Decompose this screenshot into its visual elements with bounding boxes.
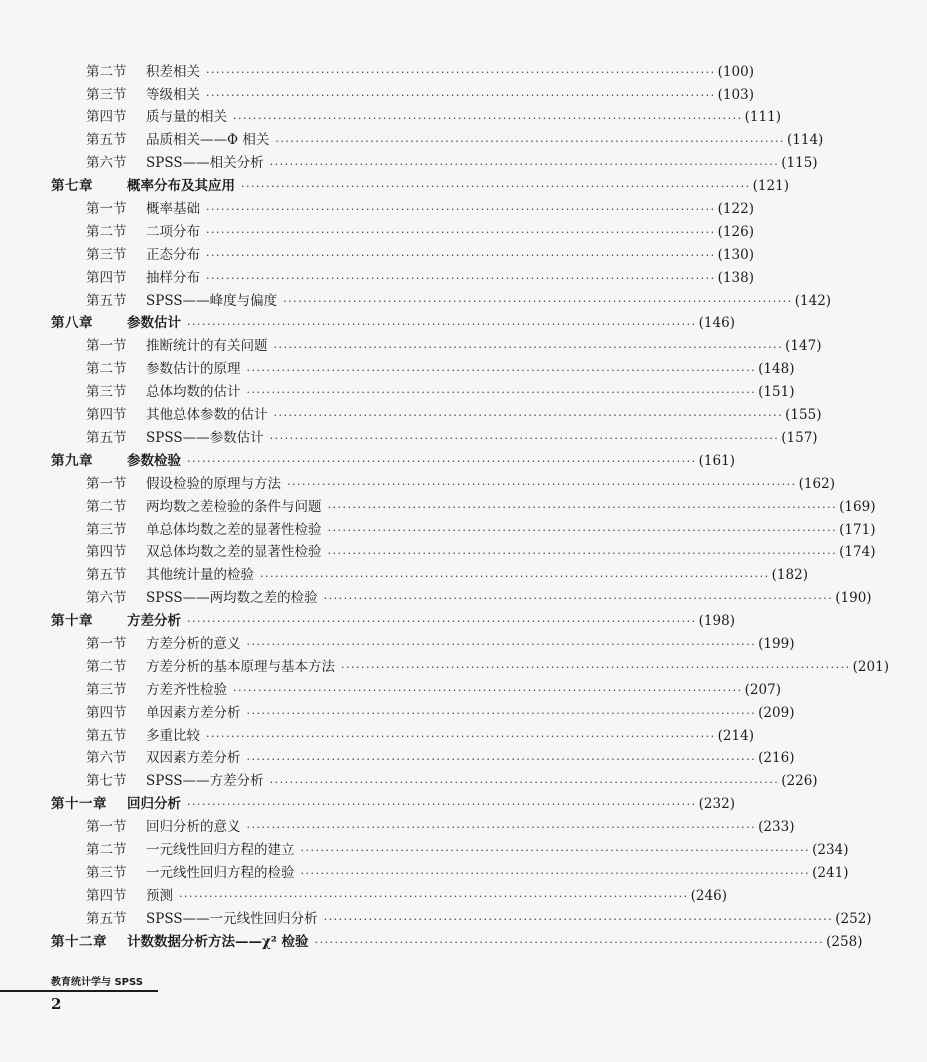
toc-entry-title: SPSS——参数估计 [146,429,264,446]
toc-section-entry [0,839,849,862]
toc-entry-page: (241) [812,864,849,881]
toc-entry-page: (111) [744,109,781,126]
toc-section-entry [0,816,795,839]
toc-entry-title: 假设检验的原理与方法 [146,475,281,492]
toc-section-entry [0,290,832,313]
dot-leader: ······································································································ [233,683,743,697]
toc-entry-page: (234) [812,841,849,858]
toc-entry-title: 回归分析 [127,796,181,813]
dot-leader: ······································································································ [300,844,811,858]
dot-leader: ······································································································ [273,409,784,423]
toc-section-entry [0,473,835,496]
toc-entry-page: (216) [758,750,795,767]
toc-entry-title: 抽样分布 [146,269,200,286]
toc-section-entry [0,725,754,748]
toc-entry-number: 第三节 [86,521,127,538]
footer-rule [0,990,158,992]
toc-chapter-entry [0,175,789,198]
toc-entry-title: SPSS——一元线性回归分析 [146,910,318,927]
dot-leader: ······································································································ [269,157,780,171]
dot-leader: ······································································································ [260,569,770,583]
toc-entry-title: 积差相关 [146,63,200,80]
toc-entry-number: 第二节 [86,361,127,378]
toc-section-entry [0,267,754,290]
toc-entry-title: SPSS——峰度与偏度 [146,292,278,309]
toc-section-entry [0,84,754,107]
toc-entry-page: (174) [839,544,876,561]
toc-entry-number: 第三节 [86,681,127,698]
dot-leader: ······································································································ [246,638,757,652]
toc-entry-page: (157) [781,429,818,446]
dot-leader: ······································································································ [275,134,786,148]
toc-entry-title: 其他统计量的检验 [146,567,254,584]
toc-entry-page: (258) [826,933,863,950]
toc-section-entry [0,221,754,244]
toc-entry-number: 第二节 [86,498,127,515]
toc-entry-title: 概率分布及其应用 [127,178,235,195]
dot-leader: ······································································································ [246,821,757,835]
dot-leader: ······································································································ [341,661,851,675]
toc-entry-page: (252) [835,910,872,927]
table-of-contents [0,61,889,954]
toc-entry-title: 品质相关——Φ 相关 [146,132,270,149]
dot-leader: ······································································································ [283,294,793,308]
toc-section-entry [0,381,795,404]
dot-leader: ······································································································ [206,271,716,285]
toc-entry-title: 参数估计 [127,315,181,332]
toc-entry-number: 第六节 [86,155,127,172]
toc-entry-title: 双因素方差分析 [146,750,241,767]
toc-entry-title: 一元线性回归方程的建立 [146,841,295,858]
toc-section-entry [0,496,876,519]
toc-entry-title: 方差分析的基本原理与基本方法 [146,658,335,675]
toc-entry-number: 第三节 [86,384,127,401]
toc-section-entry [0,404,822,427]
toc-entry-page: (199) [758,635,795,652]
toc-entry-page: (182) [771,567,808,584]
toc-entry-title: 参数检验 [127,452,181,469]
dot-leader: ······································································································ [233,111,743,125]
toc-entry-number: 第十一章 [51,796,107,813]
toc-entry-number: 第十章 [51,613,93,630]
toc-section-entry [0,130,824,153]
toc-section-entry [0,519,876,542]
toc-section-entry [0,153,818,176]
toc-entry-page: (209) [758,704,795,721]
toc-entry-title: 预测 [146,887,173,904]
dot-leader: ······································································································ [187,798,697,812]
dot-leader: ······································································································ [187,455,697,469]
dot-leader: ······································································································ [314,935,825,949]
toc-entry-page: (142) [794,292,832,309]
toc-entry-title: 质与量的相关 [146,109,227,126]
toc-entry-title: SPSS——方差分析 [146,773,264,790]
toc-entry-title: 正态分布 [146,246,200,263]
toc-section-entry [0,244,754,267]
toc-entry-number: 第五节 [86,727,127,744]
toc-entry-number: 第四节 [86,109,127,126]
toc-entry-page: (138) [717,269,754,286]
toc-entry-number: 第二节 [86,658,127,675]
dot-leader: ······································································································ [179,890,689,903]
toc-entry-number: 第一节 [86,635,127,652]
toc-entry-number: 第三节 [86,246,127,263]
toc-entry-page: (190) [835,590,872,607]
dot-leader: ······································································································ [206,729,716,743]
toc-entry-page: (147) [785,338,822,355]
toc-entry-title: SPSS——相关分析 [146,155,264,172]
toc-entry-number: 第四节 [86,544,127,561]
dot-leader: ······································································································ [241,180,751,194]
toc-entry-number: 第七章 [51,178,93,195]
toc-entry-page: (148) [758,361,795,378]
toc-entry-title: 参数估计的原理 [146,361,241,378]
toc-chapter-entry [0,931,863,954]
dot-leader: ······································································································ [206,65,716,79]
dot-leader: ······································································································ [206,249,716,263]
toc-entry-title: 等级相关 [146,86,200,103]
toc-entry-number: 第五节 [86,429,127,446]
toc-entry-number: 第四节 [86,887,127,904]
toc-entry-page: (233) [758,819,795,836]
toc-section-entry [0,427,818,450]
toc-entry-page: (162) [798,475,835,492]
toc-entry-title: 方差分析 [127,613,181,630]
toc-entry-title: 回归分析的意义 [146,819,241,836]
toc-entry-title: 计数数据分析方法——χ² 检验 [127,933,309,950]
dot-leader: ······································································································ [246,386,757,400]
toc-entry-number: 第一节 [86,475,127,492]
toc-chapter-entry [0,610,751,633]
dot-leader: ······································································································ [300,867,811,881]
toc-entry-page: (232) [698,796,735,813]
toc-entry-title: 多重比较 [146,727,200,744]
toc-entry-title: 二项分布 [146,223,200,240]
toc-entry-number: 第七节 [86,773,127,790]
toc-entry-number: 第六节 [86,590,127,607]
toc-entry-title: 单总体均数之差的显著性检验 [146,521,322,538]
dot-leader: ······································································································ [323,592,834,606]
toc-entry-page: (198) [698,613,735,630]
toc-entry-number: 第四节 [86,407,127,424]
toc-chapter-entry [0,313,751,336]
toc-section-entry [0,61,754,84]
dot-leader: ······································································································ [269,775,780,789]
toc-entry-title: 其他总体参数的估计 [146,407,268,424]
toc-entry-page: (151) [758,384,795,401]
toc-entry-page: (201) [852,658,889,675]
dot-leader: ······································································································ [323,912,834,926]
toc-section-entry [0,771,818,794]
toc-section-entry [0,542,876,565]
toc-entry-number: 第五节 [86,132,127,149]
toc-entry-number: 第五节 [86,292,127,309]
toc-entry-page: (126) [717,223,754,240]
toc-entry-title: 总体均数的估计 [146,384,241,401]
toc-entry-number: 第二节 [86,223,127,240]
toc-entry-number: 第五节 [86,910,127,927]
toc-entry-page: (114) [787,132,824,149]
toc-entry-number: 第八章 [51,315,93,332]
toc-entry-number: 第三节 [86,86,127,103]
dot-leader: ······································································································ [273,340,784,354]
toc-entry-page: (103) [717,86,754,103]
toc-entry-title: 两均数之差检验的条件与问题 [146,498,322,515]
dot-leader: ······································································································ [187,317,697,331]
dot-leader: ······································································································ [327,546,838,560]
toc-section-entry [0,359,795,382]
toc-entry-title: 概率基础 [146,201,200,218]
toc-entry-page: (146) [698,315,735,332]
toc-section-entry [0,587,872,610]
toc-entry-page: (100) [717,63,754,80]
toc-section-entry [0,565,808,588]
running-footer-title: 教育统计学与 SPSS [51,977,143,988]
dot-leader: ······································································································ [269,432,780,446]
toc-entry-title: SPSS——两均数之差的检验 [146,590,318,607]
toc-entry-number: 第二节 [86,841,127,858]
toc-entry-number: 第一节 [86,819,127,836]
toc-entry-number: 第九章 [51,452,93,469]
toc-entry-number: 第一节 [86,338,127,355]
toc-entry-page: (207) [744,681,781,698]
toc-section-entry [0,862,849,885]
dot-leader: ······································································································ [187,615,697,629]
dot-leader: ······································································································ [327,500,838,514]
toc-entry-title: 单因素方差分析 [146,704,241,721]
toc-section-entry [0,679,781,702]
toc-entry-number: 第十二章 [51,933,107,950]
dot-leader: ······································································································ [287,477,797,491]
toc-entry-title: 方差分析的意义 [146,635,241,652]
dot-leader: ······································································································ [206,88,716,102]
toc-chapter-entry [0,450,751,473]
toc-entry-number: 第二节 [86,63,127,80]
page-number: 2 [51,995,62,1013]
toc-section-entry [0,885,751,908]
toc-section-entry [0,198,754,221]
toc-section-entry [0,908,872,931]
toc-entry-number: 第六节 [86,750,127,767]
toc-section-entry [0,702,795,725]
dot-leader: ······································································································ [206,203,716,217]
toc-entry-page: (214) [717,727,754,744]
toc-entry-title: 双总体均数之差的显著性检验 [146,544,322,561]
toc-entry-page: (161) [698,452,735,469]
toc-entry-number: 第三节 [86,864,127,881]
toc-section-entry [0,336,822,359]
toc-entry-title: 方差齐性检验 [146,681,227,698]
toc-entry-number: 第四节 [86,704,127,721]
toc-entry-page: (169) [839,498,876,515]
dot-leader: ······································································································ [246,752,757,766]
dot-leader: ······································································································ [246,706,757,720]
toc-chapter-entry [0,794,751,817]
dot-leader: ······································································································ [327,523,838,537]
toc-section-entry [0,633,795,656]
toc-entry-title: 一元线性回归方程的检验 [146,864,295,881]
toc-entry-page: (115) [781,155,818,172]
toc-entry-page: (226) [781,773,818,790]
dot-leader: ······································································································ [246,363,757,377]
toc-entry-page: (130) [717,246,754,263]
toc-entry-page: (122) [717,201,754,218]
toc-entry-page: (121) [752,178,789,195]
toc-entry-page: (171) [839,521,876,538]
dot-leader: ······································································································ [206,226,716,240]
toc-entry-number: 第五节 [86,567,127,584]
toc-section-entry [0,107,781,130]
toc-entry-number: 第一节 [86,201,127,218]
toc-entry-number: 第四节 [86,269,127,286]
toc-entry-page: (155) [785,407,822,424]
toc-section-entry [0,748,795,771]
toc-entry-title: 推断统计的有关问题 [146,338,268,355]
toc-entry-page: (246) [690,887,727,904]
toc-section-entry [0,656,889,679]
